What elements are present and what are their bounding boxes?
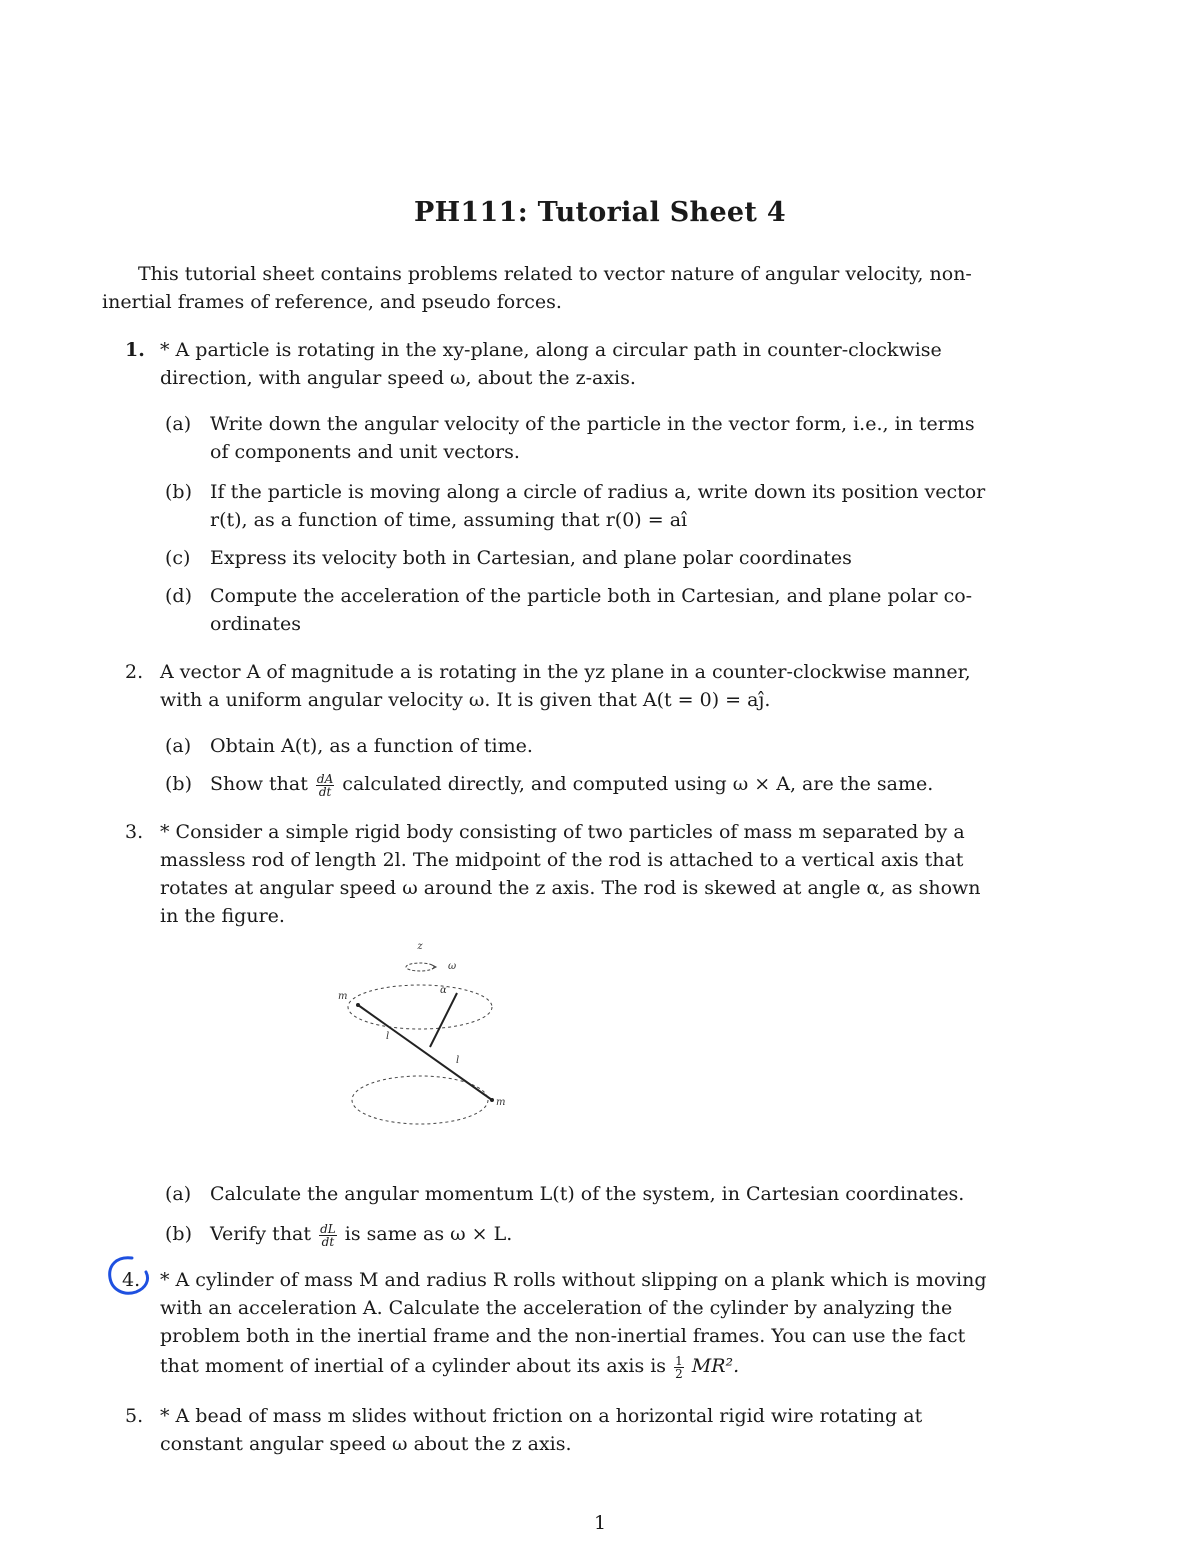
- intro-line-2: inertial frames of reference, and pseudo forces.: [102, 291, 562, 313]
- problem-2b-post: calculated directly, and computed using ω × A, are the same.: [342, 773, 934, 795]
- problem-4-line-3: problem both in the inertial frame and the non-inertial frames. You can use the fact: [160, 1325, 966, 1347]
- problem-1d-label: (d): [165, 585, 192, 607]
- label-alpha: α: [440, 985, 447, 996]
- problem-5-line-2: constant angular speed ω about the z axis.: [160, 1433, 572, 1455]
- problem-5-line-1: * A bead of mass m slides without friction on a horizontal rigid wire rotating at: [160, 1405, 923, 1427]
- problem-3-line-2: massless rod of length 2l. The midpoint of the rod is attached to a vertical axis that: [160, 849, 964, 871]
- rod: [358, 1005, 492, 1100]
- label-m-bottom: m: [496, 1097, 506, 1108]
- problem-1a-label: (a): [165, 413, 192, 435]
- vertical-axis: [430, 993, 457, 1047]
- fraction-numerator: 1: [675, 1353, 683, 1368]
- label-l-right: l: [456, 1055, 460, 1066]
- fraction-denominator: 2: [675, 1366, 683, 1381]
- problem-2b-pre: Show that: [210, 773, 308, 795]
- rotation-arrow-ellipse: [406, 963, 434, 971]
- problem-1a-line-2: of components and unit vectors.: [210, 441, 520, 463]
- problem-4-line-1: * A cylinder of mass M and radius R rolls without slipping on a plank which is moving: [160, 1269, 987, 1291]
- problem-3a-text: Calculate the angular momentum L(t) of the system, in Cartesian coordinates.: [210, 1183, 965, 1205]
- problem-4-line-4: [160, 1352, 739, 1380]
- problem-1b-label: (b): [165, 481, 192, 503]
- problem-1c-label: (c): [165, 547, 191, 569]
- problem-2b-label: (b): [165, 773, 192, 795]
- problem-2-line-2: with a uniform angular velocity ω. It is given that A(t = 0) = aĵ.: [160, 689, 771, 711]
- fraction-dA-dt: [316, 773, 334, 798]
- problem-1-line-1: * A particle is rotating in the xy-plane, along a circular path in counter-clockwise: [160, 339, 942, 361]
- problem-4-number: 4.: [122, 1269, 141, 1291]
- label-z: z: [417, 941, 423, 952]
- rigid-body-figure: [320, 935, 560, 1135]
- label-omega: ω: [448, 961, 457, 972]
- problem-2a-text: Obtain A(t), as a function of time.: [210, 735, 533, 757]
- problem-3b-post: is same as ω × L.: [344, 1223, 513, 1245]
- intro-line-1: This tutorial sheet contains problems related to vector nature of angular velocity, non-: [138, 263, 972, 285]
- problem-3-number: 3.: [125, 821, 144, 843]
- fraction-denominator: dt: [321, 1234, 335, 1249]
- problem-1-line-2: direction, with angular speed ω, about the z-axis.: [160, 367, 636, 389]
- fraction-denominator: dt: [318, 784, 332, 799]
- problem-2a-label: (a): [165, 735, 192, 757]
- problem-5-number: 5.: [125, 1405, 144, 1427]
- fraction-one-half: [674, 1355, 684, 1380]
- problem-2-number: 2.: [125, 661, 144, 683]
- problem-3-line-1: * Consider a simple rigid body consisting of two particles of mass m separated by a: [160, 821, 965, 843]
- problem-3-line-3: rotates at angular speed ω around the z axis. The rod is skewed at angle α, as shown: [160, 877, 981, 899]
- problem-2b-text: [210, 770, 933, 798]
- problem-1d-line-1: Compute the acceleration of the particle both in Cartesian, and plane polar co-: [210, 585, 973, 607]
- fraction-numerator: dA: [316, 771, 334, 786]
- problem-1b-line-1: If the particle is moving along a circle of radius a, write down its position vector: [210, 481, 986, 503]
- problem-3b-pre: Verify that: [210, 1223, 312, 1245]
- problem-1c-line-1: Express its velocity both in Cartesian, and plane polar coordinates: [210, 547, 852, 569]
- problem-2-line-1: A vector A of magnitude a is rotating in the yz plane in a counter-clockwise manner,: [160, 661, 971, 683]
- fraction-numerator: dL: [320, 1221, 336, 1236]
- page-number: 1: [593, 1512, 607, 1534]
- problem-4-last-pre: that moment of inertial of a cylinder about its axis is: [160, 1355, 667, 1377]
- mass-top: [356, 1003, 360, 1007]
- upper-orbit: [348, 985, 492, 1029]
- problem-1b-line-2: r(t), as a function of time, assuming that r(0) = aî: [210, 509, 688, 531]
- problem-1-number: 1.: [125, 339, 145, 361]
- problem-3a-label: (a): [165, 1183, 192, 1205]
- problem-3-line-4: in the figure.: [160, 905, 285, 927]
- problem-4-line-2: with an acceleration A. Calculate the acceleration of the cylinder by analyzing the: [160, 1297, 953, 1319]
- label-l-left: l: [386, 1031, 390, 1042]
- problem-1d-line-2: ordinates: [210, 613, 301, 635]
- problem-4-last-post: MR².: [691, 1355, 740, 1377]
- mass-bottom: [490, 1098, 494, 1102]
- problem-3b-text: [210, 1220, 512, 1248]
- page-title: PH111: Tutorial Sheet 4: [414, 197, 786, 228]
- label-m-top: m: [338, 991, 348, 1002]
- problem-3b-label: (b): [165, 1223, 192, 1245]
- problem-1a-line-1: Write down the angular velocity of the particle in the vector form, i.e., in terms: [210, 413, 975, 435]
- fraction-dL-dt: [319, 1223, 337, 1248]
